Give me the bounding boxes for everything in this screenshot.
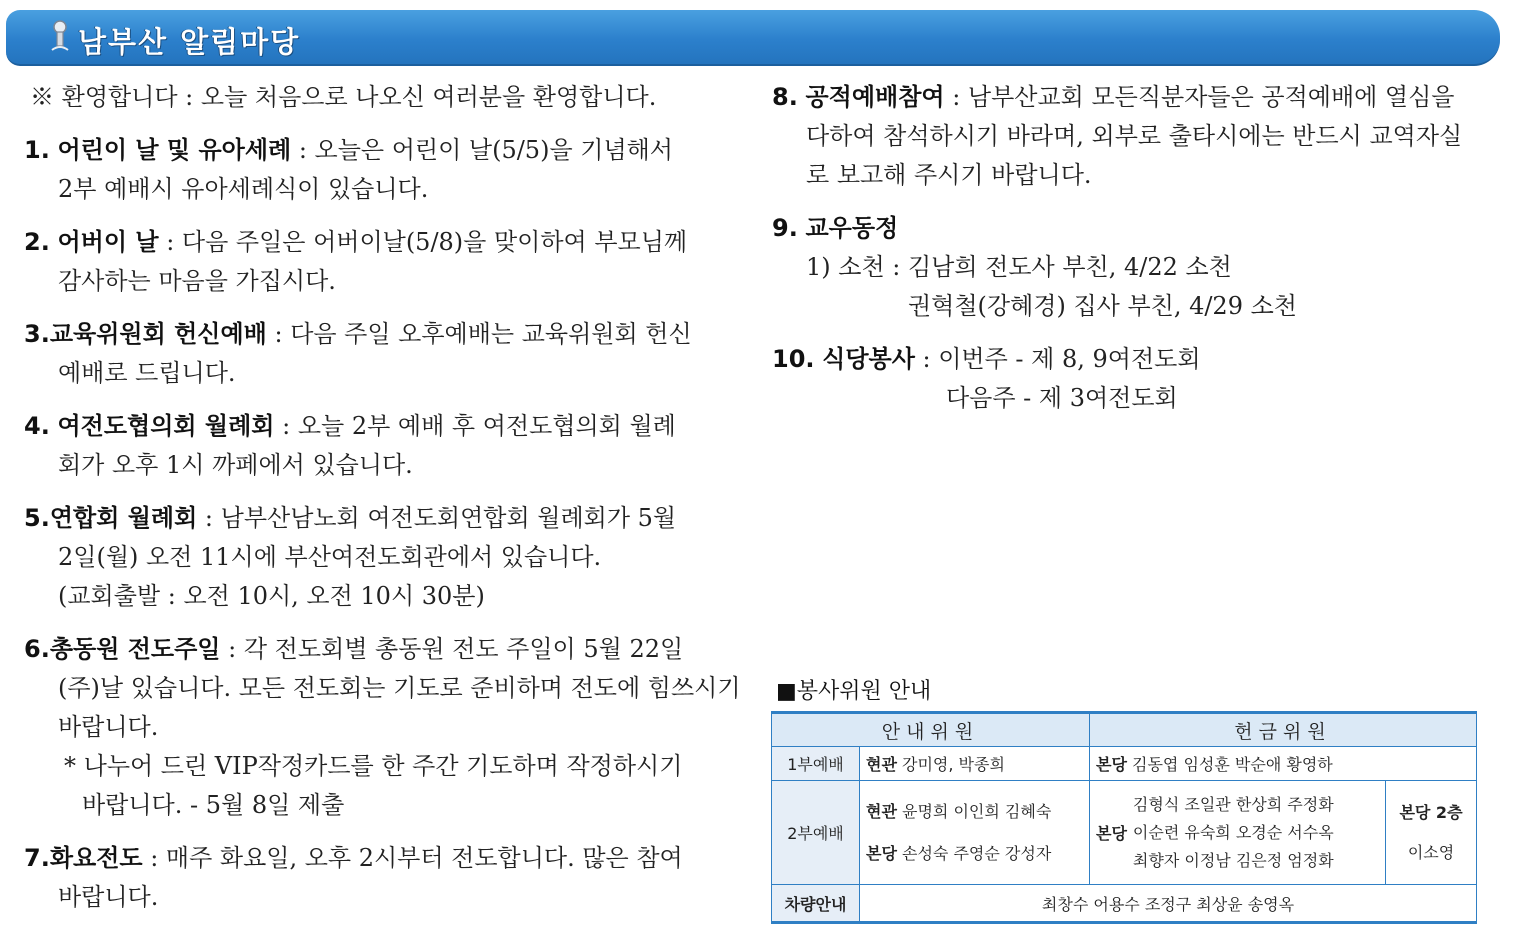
notice-item-1: [24, 131, 744, 209]
guide-names: 손성숙 주영순 강성자: [902, 843, 1052, 863]
item-text: 1) 소천 : 김남희 전도사 부친, 4/22 소천: [806, 253, 1232, 281]
guide-names: 강미영, 박종희: [902, 755, 1005, 774]
item-heading: 어린이 날 및 유아세례: [57, 136, 292, 164]
notice-item-3: [24, 315, 744, 393]
header-guide: 안내위원: [772, 713, 1090, 747]
table-row: [772, 781, 1477, 885]
item-text: 예배로 드립니다.: [58, 359, 236, 387]
item-text: 로 보고해 주시기 바랍니다.: [806, 161, 1092, 189]
volunteer-table: [771, 711, 1477, 924]
location-label: 본당 2층: [1399, 802, 1463, 822]
item-number: 7.: [24, 844, 50, 872]
left-column: [24, 78, 744, 917]
guide-cell: [860, 747, 1090, 781]
item-heading: 총동원 전도주일: [49, 635, 221, 663]
table-row: [772, 885, 1477, 923]
item-text: (주)날 있습니다. 모든 전도회는 기도로 준비하며 전도에 힘쓰시기: [58, 674, 741, 702]
item-text: : 남부산교회 모든직분자들은 공적예배에 열심을: [944, 83, 1455, 111]
item-heading: 교우동정: [805, 214, 899, 242]
item-number: 10.: [772, 345, 815, 373]
item-text: 바랍니다.: [58, 713, 159, 741]
item-text: : 매주 화요일, 오후 2시부터 전도합니다. 많은 참여: [142, 844, 683, 872]
row-label-text: 차량안내: [784, 894, 847, 914]
guide-cell: [860, 781, 1090, 885]
volunteer-table-title: ■봉사위원 안내: [776, 679, 932, 704]
item-number: 9.: [772, 214, 798, 242]
item-heading: 여전도협의회 월례회: [57, 412, 275, 440]
item-text: : 오늘 2부 예배 후 여전도협의회 월례: [274, 412, 676, 440]
location-label: 현관: [866, 801, 897, 821]
notice-item-7: [24, 839, 744, 917]
page-title: 남부산 알림마당: [78, 25, 301, 59]
item-number: 4.: [24, 412, 50, 440]
item-text: : 오늘은 어린이 날(5/5)을 기념해서: [291, 136, 673, 164]
item-note: 바랍니다. - 5월 8일 제출: [82, 791, 345, 819]
header-banner: [6, 10, 1500, 66]
offering-names: 김동엽 임성훈 박순애 황영하: [1132, 755, 1333, 774]
item-text: : 다음 주일은 어버이날(5/8)을 맞이하여 부모님께: [158, 228, 688, 256]
item-number: 8.: [772, 83, 798, 111]
notice-item-2: [24, 223, 744, 301]
location-label: 현관: [866, 755, 897, 774]
notice-item-8: [772, 78, 1492, 195]
notice-item-5: [24, 499, 744, 616]
item-heading: 공적예배참여: [805, 83, 945, 111]
item-text: : 다음 주일 오후예배는 교육위원회 헌신: [266, 320, 692, 348]
table-row: [772, 747, 1477, 781]
notice-item-4: [24, 407, 744, 485]
item-text: 감사하는 마음을 가집시다.: [58, 267, 336, 295]
notice-item-10: [772, 340, 1492, 418]
item-text: 권혁철(강혜경) 집사 부친, 4/29 소천: [908, 292, 1297, 320]
offering-names: 김형식 조일관 한상희 주정화: [1132, 794, 1334, 814]
item-heading: 화요전도: [49, 844, 143, 872]
location-label: 본당: [1096, 755, 1127, 774]
item-heading: 어버이 날: [57, 228, 159, 256]
offering-names: 이순련 유숙희 오경순 서수옥: [1132, 822, 1334, 842]
item-note: * 나누어 드린 VIP작정카드를 한 주간 기도하며 작정하시기: [64, 752, 683, 780]
item-number: 6.: [24, 635, 50, 663]
item-number: 5.: [24, 504, 50, 532]
item-heading: 연합회 월례회: [49, 504, 198, 532]
item-text: 바랍니다.: [58, 883, 159, 911]
floor2-name: 이소영: [1407, 842, 1455, 862]
right-column: [772, 78, 1492, 418]
row-label: 2부예배: [772, 781, 860, 885]
guide-names: 윤명희 이인희 김혜숙: [902, 801, 1052, 821]
notice-item-9: [772, 209, 1492, 326]
header-offering: 헌금위원: [1090, 713, 1477, 747]
location-label: 본당: [1096, 824, 1127, 843]
offering-names: 최향자 이정남 김은정 엄정화: [1132, 850, 1334, 870]
item-text: : 남부산남노회 여전도회연합회 월례회가 5월: [197, 504, 677, 532]
item-number: 2.: [24, 228, 50, 256]
item-text: 2일(월) 오전 11시에 부산여전도회관에서 있습니다.: [58, 543, 602, 571]
driver-names: 최창수 어용수 조정구 최상윤 송영옥: [860, 885, 1477, 923]
item-text: 다하여 참석하시기 바라며, 외부로 출타시에는 반드시 교역자실: [806, 122, 1463, 150]
row-label: 1부예배: [772, 747, 860, 781]
welcome-notice: ※ 환영합니다 : 오늘 처음으로 나오신 여러분을 환영합니다.: [30, 83, 657, 111]
item-text: 2부 예배시 유아세례식이 있습니다.: [58, 175, 429, 203]
notice-item-6: [24, 630, 744, 825]
floor2-cell: [1386, 781, 1477, 885]
item-heading: 교육위원회 헌신예배: [49, 320, 267, 348]
microphone-icon: [48, 20, 70, 54]
item-number: 3.: [24, 320, 50, 348]
item-heading: 식당봉사: [822, 345, 915, 373]
item-text: : 이번주 - 제 8, 9여전도회: [914, 345, 1201, 373]
row-label: [772, 885, 860, 923]
item-text: (교회출발 : 오전 10시, 오전 10시 30분): [58, 582, 485, 610]
offering-cell: [1090, 747, 1477, 781]
item-text: : 각 전도회별 총동원 전도 주일이 5월 22일: [220, 635, 684, 663]
item-number: 1.: [24, 136, 50, 164]
item-text: 회가 오후 1시 까페에서 있습니다.: [58, 451, 413, 479]
item-text: 다음주 - 제 3여전도회: [946, 384, 1178, 412]
offering-cell: [1090, 781, 1386, 885]
location-label: 본당: [866, 843, 897, 863]
